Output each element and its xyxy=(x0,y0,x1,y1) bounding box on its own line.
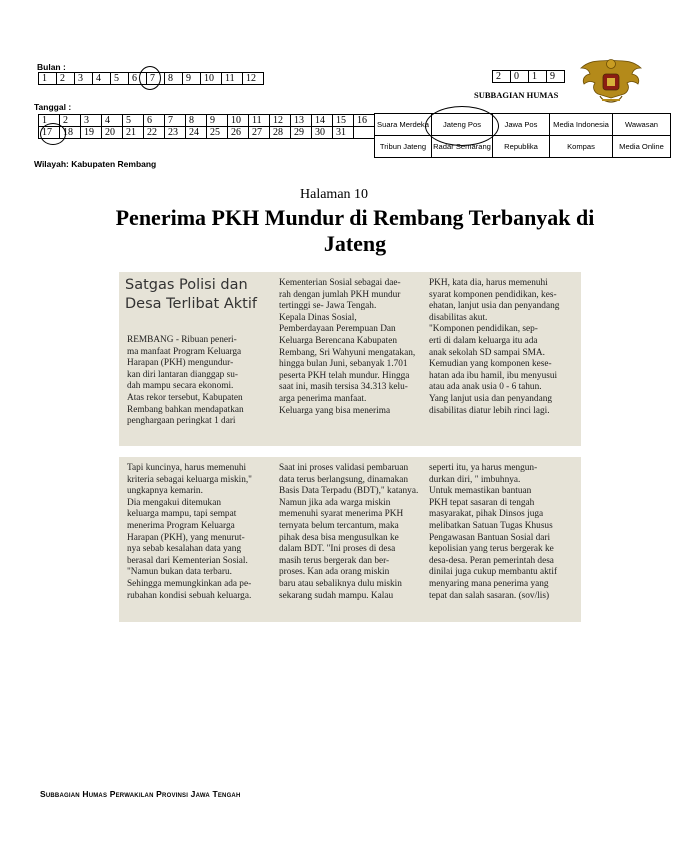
article-line: sekarang sudah mampu. Kalau xyxy=(279,590,394,601)
article-line: ma manfaat Program Keluarga xyxy=(127,346,242,357)
article-line: rah dengan jumlah PKH mundur xyxy=(279,289,401,300)
date-cell-24: 24 xyxy=(186,127,207,139)
article-line: rubahan kondisi sebuah keluarga. xyxy=(127,590,252,601)
article-line: kepolisian yang terus bergerak ke xyxy=(429,544,554,555)
article-line: hingga bulan Juni, sebanyak 1.701 xyxy=(279,359,408,370)
article-line: pihak desa bisa mengusulkan ke xyxy=(279,532,399,543)
article-line: keluarga mampu, tapi sempat xyxy=(127,509,237,520)
date-cell-empty xyxy=(354,127,375,139)
article-line: seperti itu, ya harus mengun- xyxy=(429,463,538,473)
article-line: PKH tepat sasaran di tengah xyxy=(429,497,535,508)
article-line: Pengawasan Bantuan Sosial dari xyxy=(429,532,551,543)
article-line: Harapan (PKH) mengundur- xyxy=(127,358,234,369)
article-line: baru atau sebaliknya dulu miskin xyxy=(279,578,402,589)
year-digit-2: 2 xyxy=(493,71,511,83)
article-line: tepat dan salah sasaran. (sov/lis) xyxy=(429,590,550,601)
article-line: Namun jika ada warga miskin xyxy=(279,497,391,508)
article-line: Keluarga yang bisa menerima xyxy=(279,405,391,416)
date-cell-30: 30 xyxy=(312,127,333,139)
month-cell-11: 11 xyxy=(222,73,243,85)
month-selected-circle xyxy=(139,66,161,90)
date-cell-6: 6 xyxy=(144,115,165,127)
date-cell-5: 5 xyxy=(123,115,144,127)
month-cell-12: 12 xyxy=(243,73,264,85)
bulan-label: Bulan : xyxy=(37,62,66,72)
article-line: Sehingga memungkinkan ada pe- xyxy=(127,578,252,589)
date-cell-29: 29 xyxy=(291,127,312,139)
article-line: Kemudian yang komponen kese- xyxy=(429,359,552,370)
block2-column-1 xyxy=(127,463,252,602)
article-line: "Komponen pendidikan, sep- xyxy=(429,324,538,335)
article-line: masih terus bergerak dan ber- xyxy=(279,555,390,566)
date-grid xyxy=(38,114,375,139)
date-cell-3: 3 xyxy=(81,115,102,127)
article-line: REMBANG - Ribuan peneri- xyxy=(127,335,237,345)
garuda-emblem-icon xyxy=(578,54,644,110)
date-cell-13: 13 xyxy=(291,115,312,127)
article-line: ungkapnya kemarin. xyxy=(127,486,203,497)
media-media-online: Media Online xyxy=(613,136,671,158)
article-line: menyaring mana penerima yang xyxy=(429,578,549,589)
article-line: dinilai juga cukup membantu aktif xyxy=(429,567,558,578)
article-line: kriteria sebagai keluarga miskin," xyxy=(127,474,252,485)
month-cell-2: 2 xyxy=(57,73,75,85)
media-republika: Republika xyxy=(493,136,550,158)
article-line: disabilitas akut. xyxy=(429,312,488,323)
article-line: desa-desa. Peran pemerintah desa xyxy=(429,555,554,566)
date-cell-28: 28 xyxy=(270,127,291,139)
article-line: Rembang bahkan mendapatkan xyxy=(127,404,244,415)
article-line: Harapan (PKH), yang menurut- xyxy=(127,532,245,543)
date-cell-22: 22 xyxy=(144,127,165,139)
subbagian-humas-label: SUBBAGIAN HUMAS xyxy=(474,90,559,100)
media-media-indonesia: Media Indonesia xyxy=(550,114,613,136)
article-line: atau ada anak usia 0 - 6 tahun. xyxy=(429,382,542,393)
article-line: menerima Program Keluarga xyxy=(127,520,235,531)
date-cell-31: 31 xyxy=(333,127,354,139)
article-line: "Namun bukan data terbaru. xyxy=(127,567,232,578)
footer-label: Subbagian Humas Perwakilan Provinsi Jawa Tengah xyxy=(40,789,241,799)
article-line: masyarakat, pihak Dinsos juga xyxy=(429,509,544,520)
article-line: syarat komponen pendidikan, kes- xyxy=(429,289,557,300)
year-grid xyxy=(492,70,565,83)
article-line: nya sebab kesalahan data yang xyxy=(127,544,242,555)
article-line: proses. Kan ada orang miskin xyxy=(279,567,390,578)
article-line: Yang lanjut usia dan penyandang xyxy=(429,393,552,404)
date-cell-7: 7 xyxy=(165,115,186,127)
clipping-block-2 xyxy=(119,457,581,622)
headline-line-2: Desa Terlibat Aktif xyxy=(125,296,257,312)
article-line: Kementerian Sosial sebagai dae- xyxy=(279,278,401,288)
article-line: ternyata belum tercantum, maka xyxy=(279,520,399,531)
year-digit-0: 0 xyxy=(511,71,529,83)
media-kompas: Kompas xyxy=(550,136,613,158)
month-cell-10: 10 xyxy=(201,73,222,85)
article-line: dah mampu secara ekonomi. xyxy=(127,381,234,392)
article-line: memenuhi syarat menerima PKH xyxy=(279,509,404,520)
media-jateng-pos: Jateng Pos xyxy=(432,114,493,136)
block1-column-1 xyxy=(127,335,244,428)
month-cell-1: 1 xyxy=(39,73,57,85)
article-line: Untuk memastikan bantuan xyxy=(429,486,532,497)
date-cell-21: 21 xyxy=(123,127,144,139)
media-wawasan: Wawasan xyxy=(613,114,671,136)
tanggal-label: Tanggal : xyxy=(34,102,72,112)
wilayah-label: Wilayah: Kabupaten Rembang xyxy=(34,159,157,169)
article-line: ehatan, lanjut usia dan penyandang xyxy=(429,301,560,312)
date-cell-10: 10 xyxy=(228,115,249,127)
article-line: erti di dalam keluarga itu ada xyxy=(429,335,538,346)
article-line: data terus berlangsung, dinamakan xyxy=(279,474,409,485)
date-cell-20: 20 xyxy=(102,127,123,139)
month-cell-7: 7 xyxy=(147,73,165,85)
article-line: saat ini, masih tersisa 34.313 kelu- xyxy=(279,382,408,393)
media-radar-semarang: Radar Semarang xyxy=(432,136,493,158)
date-cell-4: 4 xyxy=(102,115,123,127)
media-tribun-jateng: Tribun Jateng xyxy=(375,136,432,158)
article-line: PKH, kata dia, harus memenuhi xyxy=(429,278,548,288)
date-cell-1: 1 xyxy=(39,115,60,127)
date-cell-12: 12 xyxy=(270,115,291,127)
date-cell-18: 18 xyxy=(60,127,81,139)
date-cell-25: 25 xyxy=(207,127,228,139)
media-jawa-pos: Jawa Pos xyxy=(493,114,550,136)
date-cell-27: 27 xyxy=(249,127,270,139)
article-line: berasal dari Kementerian Sosial. xyxy=(127,555,248,566)
month-cell-6: 6 xyxy=(129,73,147,85)
article-line: anak sekolah SD sampai SMA. xyxy=(429,347,545,358)
date-cell-19: 19 xyxy=(81,127,102,139)
date-cell-8: 8 xyxy=(186,115,207,127)
article-line: peserta PKH telah mundur. Hingga xyxy=(279,370,410,381)
month-cell-4: 4 xyxy=(93,73,111,85)
block1-column-2 xyxy=(279,278,415,417)
date-cell-23: 23 xyxy=(165,127,186,139)
block2-column-2 xyxy=(279,463,418,602)
article-title-line2: Jateng xyxy=(323,231,387,256)
date-cell-11: 11 xyxy=(249,115,270,127)
date-cell-2: 2 xyxy=(60,115,81,127)
article-line: melibatkan Satuan Tugas Khusus xyxy=(429,520,553,531)
date-cell-17: 17 xyxy=(39,127,60,139)
clipping-block-1 xyxy=(119,272,581,446)
block1-column-3 xyxy=(429,278,559,417)
date-cell-16: 16 xyxy=(354,115,375,127)
article-line: penghargaan peringkat 1 dari xyxy=(127,416,236,427)
year-digit-1: 1 xyxy=(529,71,547,83)
article-line: Tapi kuncinya, harus memenuhi xyxy=(127,463,247,473)
article-line: tertinggi se- Jawa Tengah. xyxy=(279,301,377,312)
date-selected-circle xyxy=(40,123,66,145)
article-title-line1: Penerima PKH Mundur di Rembang Terbanyak di xyxy=(115,205,595,230)
article-line: Dia mengakui ditemukan xyxy=(127,497,221,508)
month-cell-3: 3 xyxy=(75,73,93,85)
article-line: Keluarga Berencana Kabupaten xyxy=(279,335,398,346)
date-cell-15: 15 xyxy=(333,115,354,127)
month-cell-9: 9 xyxy=(183,73,201,85)
article-line: disabilitas diatur lebih rinci lagi. xyxy=(429,405,550,416)
article-headline xyxy=(125,276,257,314)
headline-line-1: Satgas Polisi dan xyxy=(125,277,248,293)
date-cell-26: 26 xyxy=(228,127,249,139)
article-line: Atas rekor tersebut, Kabupaten xyxy=(127,392,243,403)
media-grid xyxy=(374,113,671,158)
month-cell-8: 8 xyxy=(165,73,183,85)
article-line: dalam BDT. "Ini proses di desa xyxy=(279,544,396,555)
article-line: Saat ini proses validasi pembaruan xyxy=(279,463,409,473)
media-selected-circle xyxy=(425,106,499,146)
article-line: Kepala Dinas Sosial, xyxy=(279,312,357,323)
date-cell-14: 14 xyxy=(312,115,333,127)
article-line: Basis Data Terpadu (BDT)," katanya. xyxy=(279,486,419,497)
article-line: Rembang, Sri Wahyuni mengatakan, xyxy=(279,347,416,358)
article-line: Pemberdayaan Perempuan Dan xyxy=(279,324,396,335)
article-line: arga penerima manfaat. xyxy=(279,393,367,404)
page-label: Halaman 10 xyxy=(300,187,369,202)
year-digit-9: 9 xyxy=(547,71,565,83)
article-line: durkan diri, " imbuhnya. xyxy=(429,474,521,485)
media-suara-merdeka: Suara Merdeka xyxy=(375,114,432,136)
article-line: kan diri lantaran dianggap su- xyxy=(127,369,239,380)
date-cell-9: 9 xyxy=(207,115,228,127)
month-cell-5: 5 xyxy=(111,73,129,85)
block2-column-3 xyxy=(429,463,557,602)
article-line: hatan ada ibu hamil, ibu menyusui xyxy=(429,370,558,381)
